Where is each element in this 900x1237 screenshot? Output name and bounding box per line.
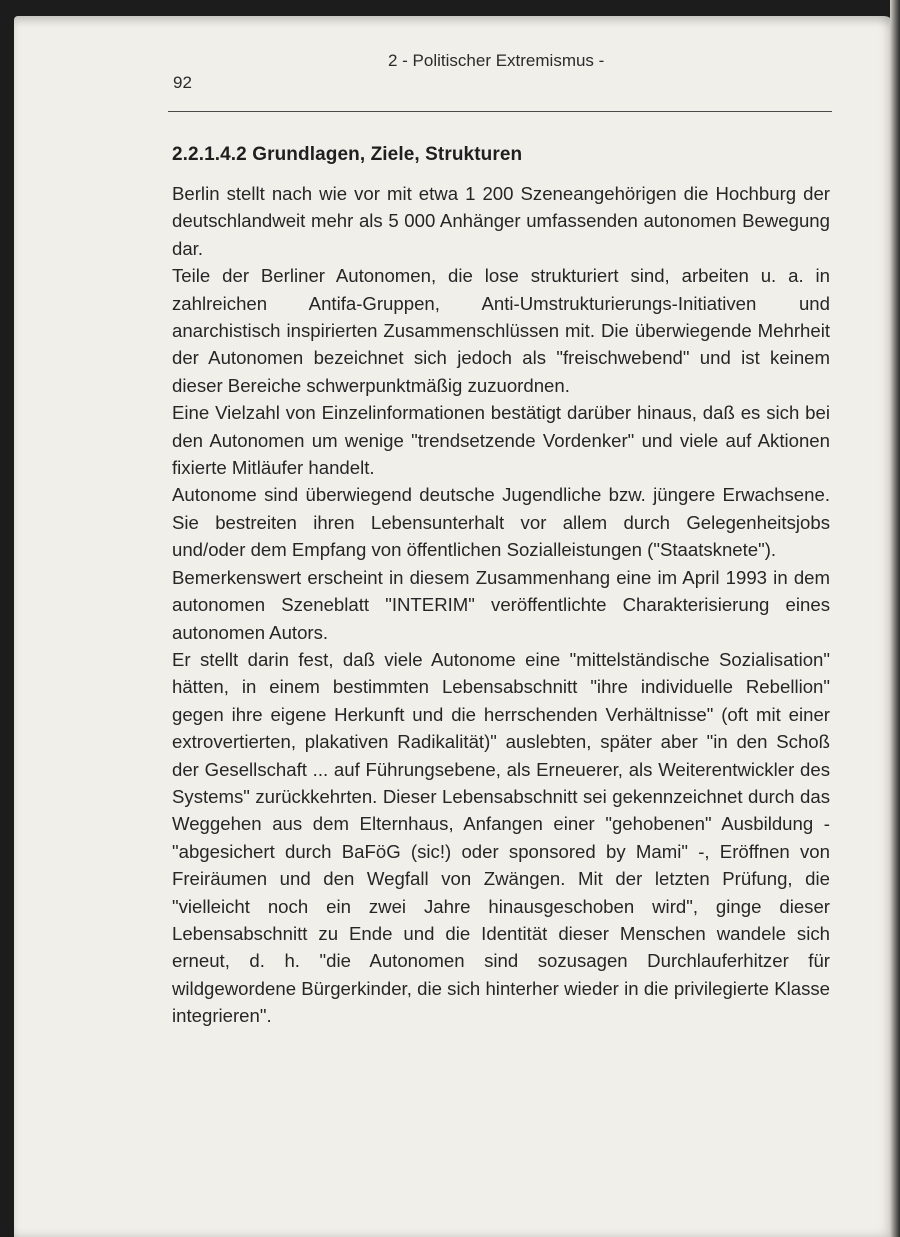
- section-heading: 2.2.1.4.2 Grundlagen, Ziele, Strukturen: [172, 144, 523, 165]
- body-text: [172, 180, 830, 1030]
- page-number: 92: [173, 73, 192, 92]
- paragraph: Er stellt darin fest, daß viele Autonome eine "mittelständische Sozialisation" hätten, in einem bestimmten Lebensabschnitt "ihre individuelle Rebellion" gegen ihre eigene Herkunft und die herrschenden Verhältnisse" (oft mit einer extrovertierten, plakativen Radikalität)" auslebten, später aber "in den Schoß der Gesellschaft ... auf Führungsebene, als Erneuerer, als Weiterentwickler des Systems" zurückkehrten. Dieser Lebensabschnitt sei gekennzeichnet durch das Weggehen aus dem Elternhaus, Anfangen einer "gehobenen" Ausbildung - "abgesichert durch BaFöG (sic!) oder sponsored by Mami" -, Eröffnen von Freiräumen und den Wegfall von Zwängen. Mit der letzten Prüfung, die "vielleicht noch ein zwei Jahre hinausgeschoben wird", ginge dieser Lebensabschnitt zu Ende und die Identität dieser Menschen wandele sich erneut, d. h. "die Autonomen sind sozusagen Durchlauferhitzer für wildgewordene Bürgerkinder, die sich hinterher wieder in die privilegierte Klasse integrieren".: [172, 648, 830, 1027]
- paragraph: Berlin stellt nach wie vor mit etwa 1 200 Szeneangehörigen die Hochburg der deutschlandweit mehr als 5 000 Anhänger umfassenden autonomen Bewegung dar.: [172, 183, 830, 259]
- paragraph: Eine Vielzahl von Einzelinformationen bestätigt darüber hinaus, daß es sich bei den Autonomen um wenige "trendsetzende Vordenker" und viele auf Aktionen fixierte Mitläufer handelt.: [172, 402, 830, 479]
- header-rule: [168, 111, 832, 112]
- paragraph: Bemerkenswert erscheint in diesem Zusammenhang eine im April 1993 in dem autonomen Szeneblatt "INTERIM" veröffentlichte Charakterisierung eines autonomen Autors.: [172, 566, 830, 643]
- paragraph: Teile der Berliner Autonomen, die lose strukturiert sind, arbeiten u. a. in zahlreichen Antifa-Gruppen, Anti-Umstrukturierungs-Initiativen und anarchistisch inspirierten Zusammenschlüssen mit. Die überwiegende Mehrheit der Autonomen bezeichnet sich jedoch als "freischwebend" und ist keinem dieser Bereiche schwerpunktmäßig zuzuordnen.: [172, 265, 830, 396]
- running-title: 2 - Politischer Extremismus -: [388, 51, 605, 70]
- paragraph: Autonome sind überwiegend deutsche Jugendliche bzw. jüngere Erwachsene. Sie bestreiten ihren Lebensunterhalt vor allem durch Gelegenheitsjobs und/oder dem Empfang von öffentlichen Sozialleistungen ("Staatsknete").: [172, 484, 830, 561]
- page-edge-shadow: [890, 0, 900, 1237]
